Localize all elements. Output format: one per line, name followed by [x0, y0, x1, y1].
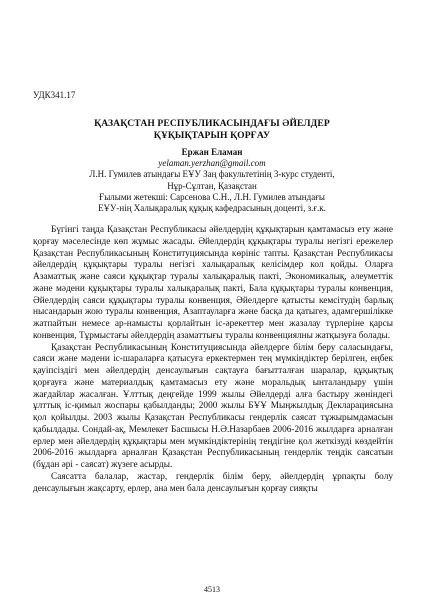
paper-title-line-2: ҚҰҚЫҚТАРЫН ҚОРҒАУ — [153, 130, 271, 141]
body-text — [33, 225, 393, 495]
paper-title — [60, 118, 364, 142]
advisor-line-1: Ғылыми жетекші: Сарсенова С.Н., Л.Н. Гумилев атындағы — [99, 191, 325, 202]
advisor-line-2: ЕҰУ-нің Халықаралық құқық кафедрасының доценті, з.ғ.к. — [98, 203, 326, 214]
udc-code: УДК341.17 — [33, 90, 76, 100]
author-affiliation-line-1: Л.Н. Гумилев атындағы ЕҰУ Заң факультетінің 3-курс студенті, — [89, 169, 335, 180]
author-block — [40, 147, 384, 214]
body-paragraph-2: Қазақстан Республикасының Конституциясында әйелдерге білім беру саласындағы, саяси және мәдени іс-шараларға қатысуға еркектермен тең мүмкіндіктер берілген, еңбек қауіпсіздігі мен әйелдердің денсаулығын сақтауға бағытталған шаралар, құқықтық қорғауға және материалдық қамтамасыз ету және моральдық ынталандыру үшін жағдайлар жасалған. Ұлттық деңгейде 1999 жылы Әйелдерді алға бастыру жөніндегі ұлттық іс-қимыл жоспары қабылданды; 2000 жылы БҰҰ Мыңжылдық Декларациясына қол қойылды. 2003 жылы Қазақстан Республикасы гендерлік саясат тұжырымдамасын қабылдады. Сондай-ақ, Мемлекет Басшысы Н.Ә.Назарбаев 2006-2016 жылдарға арналған ерлер мен әйелдердің құқықтары мен мүмкіндіктерінің теңдігіне қол жеткізуді көздейтін 2006-2016 жылдарға арналған Қазақстан Республикасының гендерлік теңдік саясатын (бұдан әрі - саясат) жүзеге асырды. — [33, 342, 393, 470]
body-paragraph-1: Бүгінгі таңда Қазақстан Республикасы әйелдердің құқықтарын қамтамасыз ету және қорғау мәселесінде көп жұмыс жасады. Әйелдердің құқықтары туралы негізгі ережелер Қазақстан Республикасының Конституциясында көрініс тапты. Қазақстан Республикасы әйелдердің құқықтары туралы негізгі халықаралық келісімдер кол қойды. Оларға Азаматтық және саяси құқықтар туралы халықаралық пакті, Экономикалық, әлеуметтік және мәдени құқықтары туралы халықаралық пакті, Бала құқықтары туралы конвенция, Әйелдердің саяси құқықтары туралы конвенция, Әйелдерге қатысты кемсітудің барлық нысандарын жою туралы конвенция, Азаптауларға және басқа да қатыгез, адамгершілікке жатпайтын немесе ар-намысты қорлайтын іс-әрекеттер мен жазалау түрлеріне қарсы конвенция, Тұрмыстағы әйелдердің азаматтығы туралы конвенциялны жатқызуға болады. — [33, 225, 393, 341]
page-number: 4513 — [204, 585, 220, 594]
author-affiliation-line-2: Нұр-Сұлтан, Қазақстан — [167, 180, 257, 191]
author-name: Ержан Еламан — [181, 147, 243, 157]
author-email: yelaman.yerzhan@gmail.com — [158, 158, 266, 169]
body-paragraph-3: Саясатта балалар, жастар, гендерлік білім беру, әйелдердің ұрпақты болу денсаулығын жақсарту, ерлер, ана мен бала денсаулығын қорғау сияқты — [33, 471, 393, 494]
paper-title-line-1: ҚАЗАҚСТАН РЕСПУБЛИКАСЫНДАҒЫ ӘЙЕЛДЕР — [94, 118, 330, 129]
